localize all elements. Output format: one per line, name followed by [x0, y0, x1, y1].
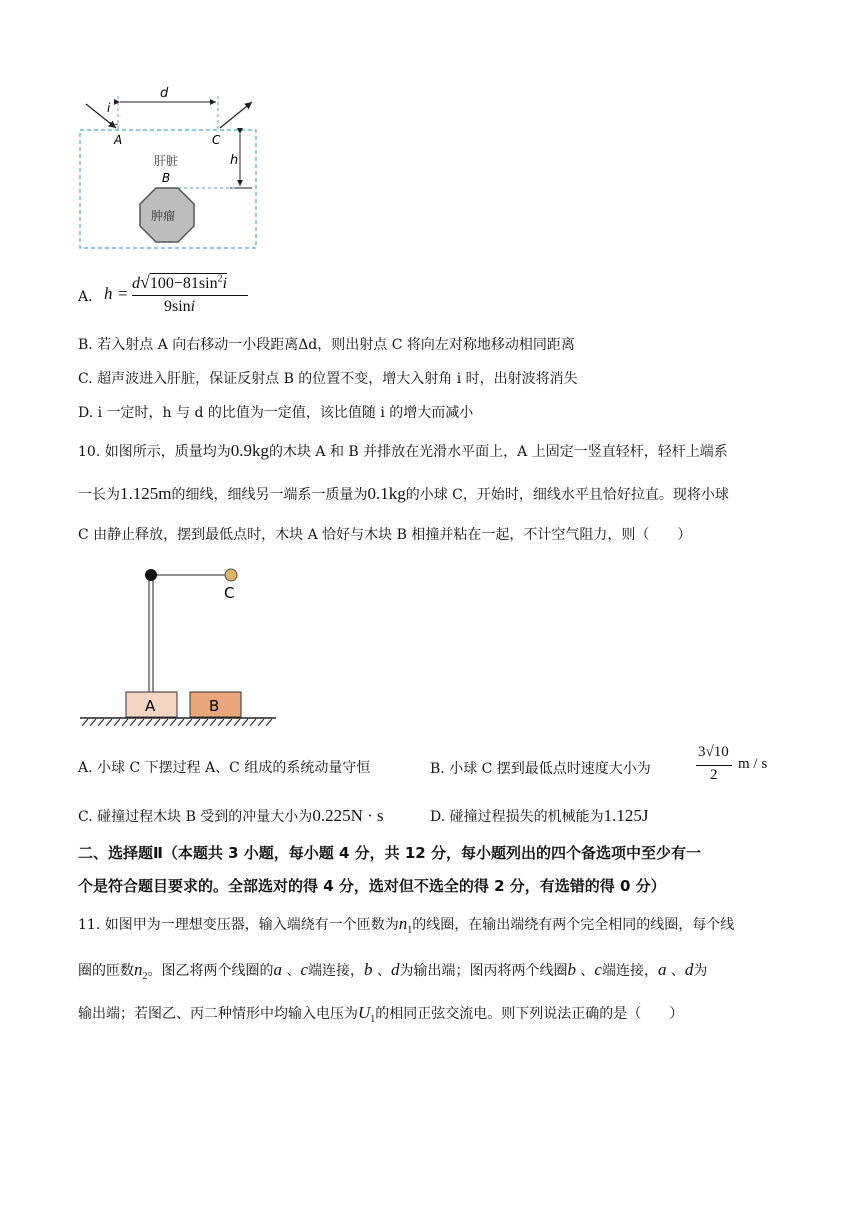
section2-heading-line1: 二、选择题Ⅱ（本题共 3 小题，每小题 4 分，共 12 分，每小题列出的四个备选项中至少有一	[78, 844, 701, 862]
q10-stem-line1: 10. 如图所示，质量均为0.9kg的木块 A 和 B 并排放在光滑水平面上，A 上固定一竖直轻杆，轻杆上端系	[78, 441, 728, 460]
ball-c	[225, 569, 237, 581]
q9-option-a	[78, 272, 278, 322]
q10-option-b-numerator: 3√10	[698, 744, 729, 760]
q11-stem-line3: 输出端；若图乙、丙二种情形中均输入电压为$U_1$的相同正弦交流电。则下列说法正确的是（ ）	[78, 1003, 684, 1025]
label-B: B	[162, 171, 171, 185]
label-A: A	[114, 133, 123, 147]
label-tumor: 肿瘤	[151, 209, 176, 223]
q11-stem-line2: 圈的匝数$n_2$。图乙将两个线圈的a 、c端连接，b 、d为输出端；图丙将两个线圈b 、c端连接，a 、d为	[78, 960, 708, 982]
q10-option-b-unit: m / s	[738, 756, 768, 772]
label-d: d	[160, 86, 169, 101]
label-h: h	[230, 153, 239, 168]
q10-option-b-text: B. 小球 C 摆到最低点时速度大小为	[430, 761, 651, 777]
incident-ray	[86, 104, 116, 128]
label-block-a: A	[145, 697, 156, 715]
q10-option-a: A. 小球 C 下摆过程 A、C 组成的系统动量守恒	[78, 760, 371, 776]
q9-option-c: C. 超声波进入肝脏，保证反射点 B 的位置不变，增大入射角 i 时，出射波将消失	[78, 371, 578, 387]
q10-option-b	[430, 744, 770, 790]
label-i: i	[107, 101, 111, 115]
q10-stem-line2: 一长为1.125m的细线，细线另一端系一质量为0.1kg的小球 C，开始时，细线水平且恰好拉直。现将小球	[78, 484, 729, 503]
label-liver: 肝脏	[154, 154, 179, 168]
q9-formula-numerator: $d√100-81\sin^2i$	[132, 272, 228, 292]
q9-formula-bar	[132, 295, 248, 296]
q11-stem-line1: 11. 如图甲为一理想变压器，输入端绕有一个匝数为$n_1$的线圈，在输出端绕有两个完全相同的线圈，每个线	[78, 914, 735, 936]
label-ball-c: C	[224, 584, 235, 602]
outgoing-ray	[220, 102, 252, 128]
q9-option-a-prefix: A．	[78, 289, 103, 305]
q9-formula-denominator: 9sini	[164, 298, 196, 315]
q10-option-c: C. 碰撞过程木块 B 受到的冲量大小为0.225N · s	[78, 806, 384, 825]
q10-option-d: D. 碰撞过程损失的机械能为1.125J	[430, 806, 649, 825]
liver-tumor-diagram	[76, 84, 266, 256]
q9-option-b: B. 若入射点 A 向右移动一小段距离Δd，则出射点 C 将向左对称地移动相同距离	[78, 337, 575, 353]
q10-option-b-bar	[696, 765, 732, 766]
pendulum-blocks-diagram	[76, 562, 286, 732]
pivot-point	[145, 569, 157, 581]
label-block-b: B	[209, 697, 220, 715]
q9-formula-h: h	[104, 284, 113, 303]
q9-formula-eq: =	[118, 284, 128, 303]
q10-option-b-denominator: 2	[710, 767, 718, 783]
label-C: C	[212, 133, 221, 147]
q10-stem-line3: C 由静止释放，摆到最低点时，木块 A 恰好与木块 B 相撞并粘在一起，不计空气阻力，则（ ）	[78, 527, 692, 543]
q9-option-d: D. i 一定时，h 与 d 的比值为一定值，该比值随 i 的增大而减小	[78, 405, 474, 421]
vertical-rod	[149, 574, 153, 692]
section2-heading-line2: 个是符合题目要求的。全部选对的得 4 分，选对但不选全的得 2 分，有选错的得 0 分）	[78, 877, 666, 895]
